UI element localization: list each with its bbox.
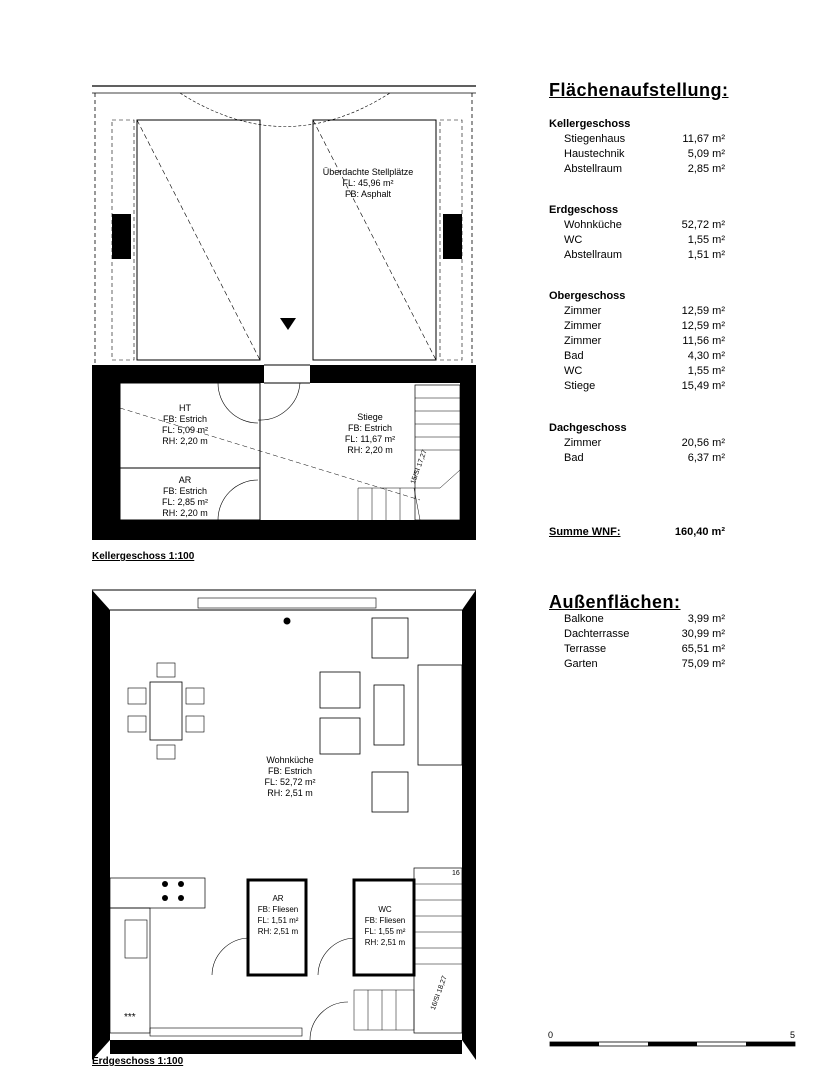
row-name: WC (564, 234, 583, 246)
carport-floor: FB: Asphalt (344, 189, 392, 199)
row-value: 30,99 m² (681, 628, 725, 640)
kellergeschoss-caption: Kellergeschoss 1:100 (92, 551, 195, 562)
row-value: 1,51 m² (687, 249, 725, 261)
ar-kg-height: RH: 2,20 m (162, 508, 208, 518)
row-name: Zimmer (564, 437, 602, 449)
scale-start: 0 (548, 1030, 554, 1040)
row-value: 75,09 m² (681, 658, 725, 670)
table-row (549, 162, 729, 177)
ht-floor: FB: Estrich (162, 414, 207, 424)
ar-kg-room-label (145, 475, 225, 519)
table-row (549, 132, 729, 147)
row-name: Garten (564, 658, 598, 670)
group-title: Obergeschoss (549, 290, 626, 302)
stiege-area: FL: 11,67 m² (344, 434, 396, 444)
row-name: Terrasse (564, 643, 607, 655)
wc-name: WC (378, 905, 392, 914)
table-row (549, 349, 729, 364)
ar-eg-name: AR (272, 894, 284, 903)
ar-eg-area: FL: 1,51 m² (257, 916, 299, 925)
row-name: Balkone (564, 613, 604, 625)
ht-name: HT (179, 403, 191, 413)
table-row (549, 451, 729, 466)
row-name: Abstellraum (564, 249, 623, 261)
light-point (284, 618, 291, 625)
row-name: Stiegenhaus (564, 133, 626, 145)
row-value: 52,72 m² (681, 219, 725, 231)
table-row (549, 627, 729, 642)
row-value: 4,30 m² (687, 350, 725, 362)
scale-end: 5 (790, 1030, 796, 1040)
summe-wnf-row (549, 525, 729, 540)
cooktop-burners (162, 881, 184, 901)
sum-label: Summe WNF: (549, 526, 621, 538)
ar-eg-height: RH: 2,51 m (257, 927, 299, 936)
row-name: Stiege (564, 380, 596, 392)
wc-height: RH: 2,51 m (364, 938, 406, 947)
group-obergeschoss (549, 289, 729, 394)
table-row (549, 233, 729, 248)
ar-kg-name: AR (178, 475, 192, 485)
ht-area: FL: 5,09 m² (161, 425, 208, 435)
row-name: Dachterrasse (564, 628, 630, 640)
row-name: Haustechnik (564, 148, 625, 160)
row-value: 12,59 m² (681, 320, 725, 332)
entry-arrow-icon (280, 318, 296, 330)
pillar-left (112, 214, 131, 259)
table-row (549, 147, 729, 162)
carport-area: FL: 45,96 m² (342, 178, 394, 188)
row-name: WC (564, 365, 583, 377)
table-row (549, 379, 729, 394)
group-title: Dachgeschoss (549, 422, 627, 434)
wohnkueche-label (245, 755, 335, 799)
wc-room-label (358, 904, 412, 948)
wohn-floor: FB: Estrich (267, 766, 312, 776)
table-row (549, 319, 729, 334)
scale-bar (550, 1042, 795, 1046)
row-value: 3,99 m² (687, 613, 725, 625)
flaechenaufstellung-title: Flächenaufstellung: (549, 80, 729, 100)
row-value: 1,55 m² (687, 234, 725, 246)
row-value: 6,37 m² (687, 452, 725, 464)
table-row (549, 218, 729, 233)
appliance-mark: *** (124, 1012, 136, 1023)
row-value: 12,59 m² (681, 305, 725, 317)
row-value: 11,67 m² (682, 133, 725, 145)
table-row (549, 612, 729, 627)
stiege-height: RH: 2,20 m (347, 445, 393, 455)
table-row (549, 334, 729, 349)
erdgeschoss-caption: Erdgeschoss 1:100 (92, 1056, 184, 1067)
table-row (549, 364, 729, 379)
group-title: Kellergeschoss (549, 118, 631, 130)
carport-label (312, 167, 424, 200)
erdgeschoss-walls (92, 590, 476, 1060)
row-value: 5,09 m² (687, 148, 725, 160)
group-kellergeschoss (549, 117, 729, 177)
row-value: 65,51 m² (681, 643, 725, 655)
row-name: Bad (564, 350, 584, 362)
wohn-name: Wohnküche (266, 755, 314, 765)
table-row (549, 436, 729, 451)
eg-stair-top: 16 (452, 870, 460, 877)
wc-floor: FB: Fliesen (364, 916, 406, 925)
carport-name: Überdachte Stellplätze (322, 167, 414, 177)
group-dachgeschoss (549, 421, 729, 466)
wohn-area: FL: 52,72 m² (264, 777, 316, 787)
table-row (549, 657, 729, 672)
row-value: 15,49 m² (681, 380, 725, 392)
row-name: Zimmer (564, 305, 602, 317)
row-name: Abstellraum (564, 163, 623, 175)
pillar-right (443, 214, 462, 259)
row-name: Bad (564, 452, 584, 464)
stiege-name: Stiege (357, 412, 383, 422)
ar-kg-area: FL: 2,85 m² (161, 497, 208, 507)
group-aussenflaechen (549, 612, 729, 672)
table-row (549, 248, 729, 263)
stiege-room-label (330, 412, 410, 456)
row-value: 11,56 m² (682, 335, 725, 347)
row-value: 20,56 m² (681, 437, 725, 449)
group-title: Erdgeschoss (549, 204, 619, 216)
table-row (549, 642, 729, 657)
table-row (549, 304, 729, 319)
ar-eg-floor: FB: Fliesen (257, 905, 299, 914)
row-name: Zimmer (564, 320, 602, 332)
sum-value: 160,40 m² (674, 526, 725, 538)
kg-stair-note: 15/SI 17,27 (409, 449, 429, 486)
ar-eg-room-label (252, 893, 304, 937)
ar-kg-floor: FB: Estrich (162, 486, 207, 496)
wohn-height: RH: 2,51 m (267, 788, 313, 798)
row-value: 2,85 m² (687, 163, 725, 175)
row-name: Wohnküche (564, 219, 622, 231)
ht-height: RH: 2,20 m (162, 436, 208, 446)
aussenflaechen-title: Außenflächen: (549, 592, 681, 612)
ht-room-label (145, 403, 225, 447)
row-name: Zimmer (564, 335, 602, 347)
wc-area: FL: 1,55 m² (364, 927, 406, 936)
stiege-floor: FB: Estrich (347, 423, 392, 433)
eg-stair-note: 16/SI 18,27 (429, 975, 449, 1012)
row-value: 1,55 m² (687, 365, 725, 377)
group-erdgeschoss (549, 203, 729, 263)
